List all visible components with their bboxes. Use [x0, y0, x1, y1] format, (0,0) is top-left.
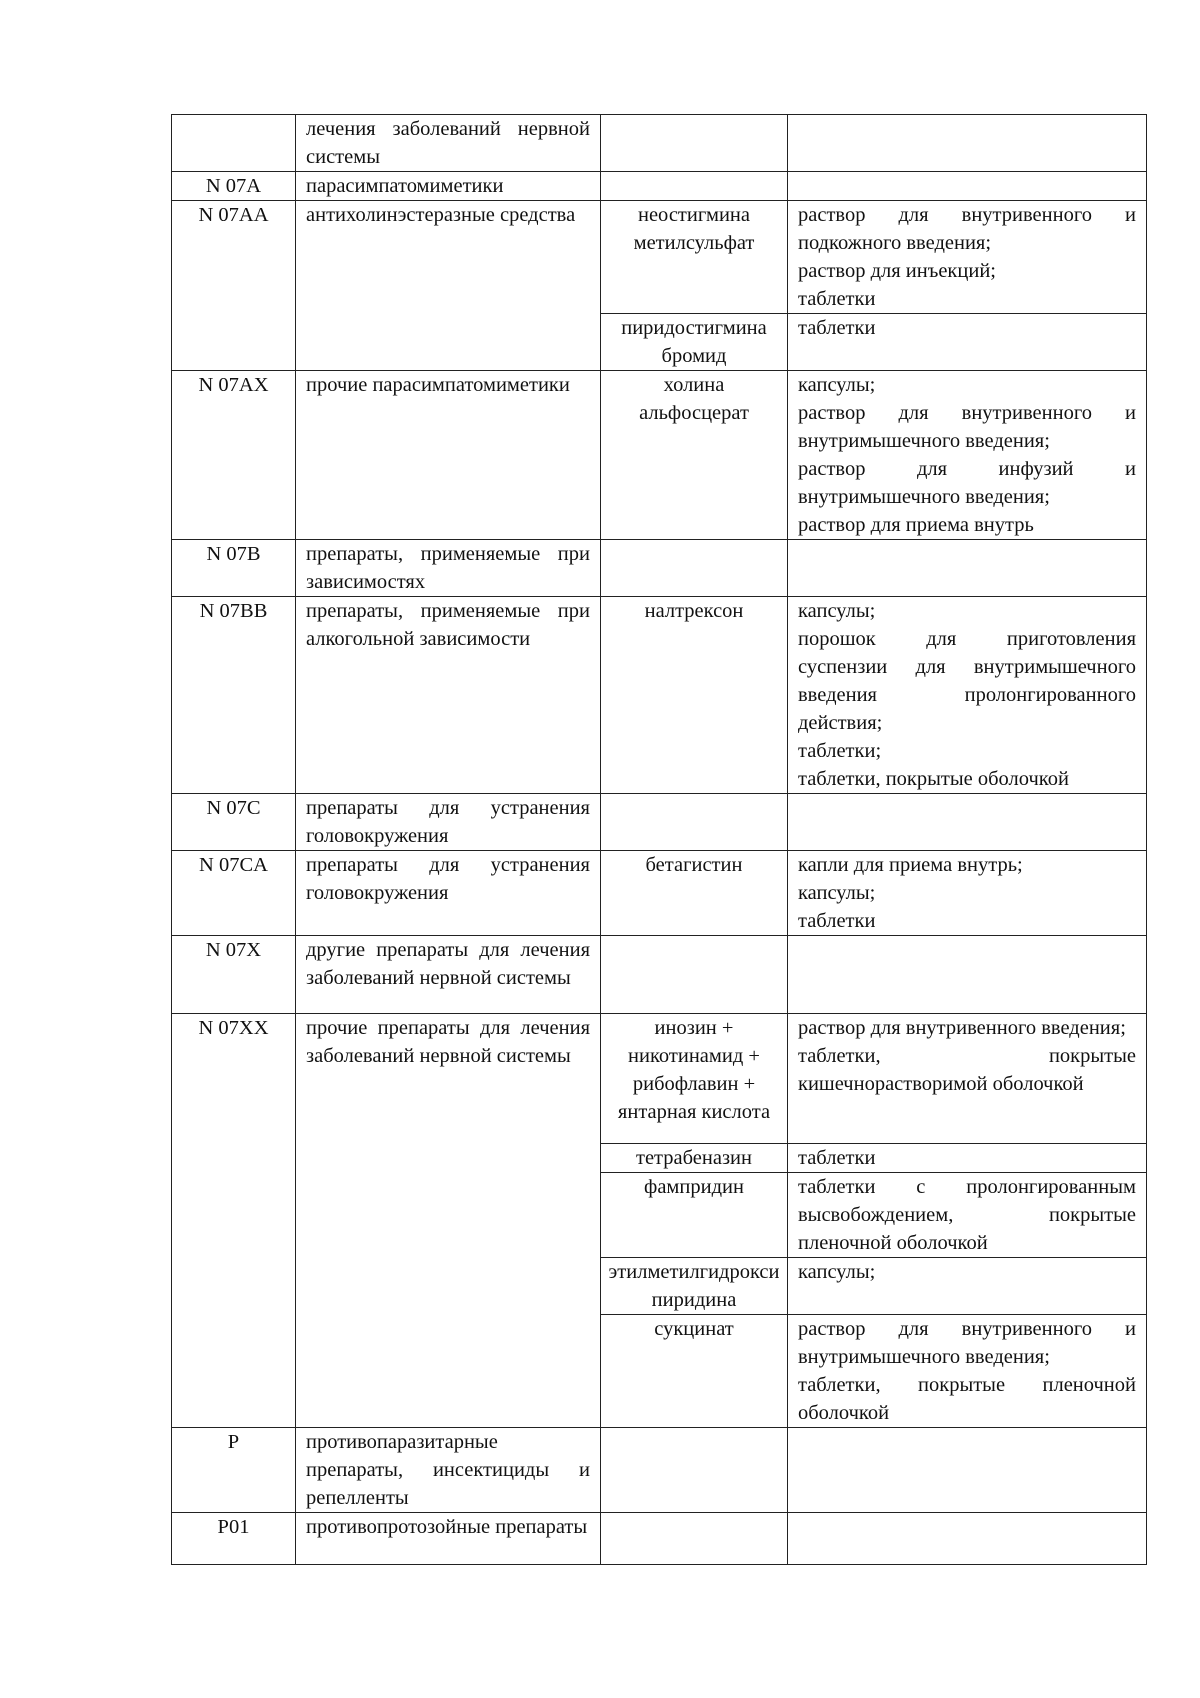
atc-group-cell: прочие препараты для лечения заболеваний нервной системы: [296, 1014, 601, 1428]
dosage-form-cell: [788, 1144, 1147, 1173]
atc-code-cell: P: [172, 1428, 296, 1513]
table-row: [172, 1513, 1147, 1565]
dosage-form: капсулы;: [798, 600, 876, 622]
atc-code-cell: N 07CA: [172, 851, 296, 936]
atc-group-cell: противопаразитарные препараты, инсектициды и репелленты: [296, 1428, 601, 1513]
atc-group-cell: противопротозойные препараты: [296, 1513, 601, 1565]
table-row: [172, 851, 1147, 936]
dosage-form-cell: [788, 936, 1147, 1014]
table-row: [172, 1014, 1147, 1144]
atc-code-cell: N 07BB: [172, 597, 296, 794]
drug-name-cell: [601, 1513, 788, 1565]
table-row: [172, 1428, 1147, 1513]
atc-group-cell: препараты, применяемые при зависимостях: [296, 540, 601, 597]
drug-name-cell: пиридостигмина бромид: [601, 314, 788, 371]
table-row: [172, 597, 1147, 794]
dosage-form: раствор для инъекций;: [798, 260, 996, 282]
dosage-form: капсулы;: [798, 374, 876, 396]
dosage-form-cell: [788, 1173, 1147, 1258]
dosage-form-cell: [788, 794, 1147, 851]
atc-group-cell: парасимпатомиметики: [296, 172, 601, 201]
atc-code-cell: P01: [172, 1513, 296, 1565]
dosage-form-cell: [788, 851, 1147, 936]
dosage-form: таблетки;: [798, 740, 882, 762]
dosage-form-cell: [788, 597, 1147, 794]
atc-code-cell: N 07AX: [172, 371, 296, 540]
drug-name-cell: бетагистин: [601, 851, 788, 936]
drug-list-table: [171, 114, 1147, 1565]
atc-code-cell: N 07B: [172, 540, 296, 597]
dosage-form-cell: [788, 1014, 1147, 1144]
dosage-form: раствор для внутривенного и подкожного введения;: [798, 204, 1136, 254]
dosage-form-cell: [788, 1258, 1147, 1315]
atc-group-cell: препараты для устранения головокружения: [296, 794, 601, 851]
dosage-form-cell: [788, 314, 1147, 371]
drug-name-cell: [601, 540, 788, 597]
dosage-form: таблетки: [798, 288, 876, 310]
drug-name-cell: [601, 115, 788, 172]
dosage-form-cell: [788, 1428, 1147, 1513]
drug-name-cell: сукцинат: [601, 1315, 788, 1428]
dosage-form: раствор для внутривенного и внутримышечного введения;: [798, 1318, 1136, 1368]
drug-name-cell: холина альфосцерат: [601, 371, 788, 540]
drug-name-cell: инозин + никотинамид + рибофлавин + янтарная кислота: [601, 1014, 788, 1144]
dosage-form: порошок для приготовления суспензии для внутримышечного введения пролонгированного действия;: [798, 628, 1136, 734]
drug-name-cell: [601, 936, 788, 1014]
dosage-form-cell: [788, 371, 1147, 540]
drug-name-cell: неостигмина метилсульфат: [601, 201, 788, 314]
dosage-form: капсулы;: [798, 882, 876, 904]
atc-code-cell: N 07AA: [172, 201, 296, 371]
dosage-form-cell: [788, 540, 1147, 597]
dosage-form: таблетки с пролонгированным высвобождением, покрытые пленочной оболочкой: [798, 1176, 1136, 1254]
dosage-form: раствор для приема внутрь: [798, 514, 1034, 536]
drug-name-cell: [601, 1428, 788, 1513]
atc-code-cell: [172, 115, 296, 172]
atc-code-cell: N 07XX: [172, 1014, 296, 1428]
atc-group-cell: препараты, применяемые при алкогольной зависимости: [296, 597, 601, 794]
dosage-form-cell: [788, 201, 1147, 314]
drug-name-cell: фампридин: [601, 1173, 788, 1258]
dosage-form: капсулы;: [798, 1261, 876, 1283]
table-row: [172, 115, 1147, 172]
table-row: [172, 794, 1147, 851]
dosage-form-cell: [788, 172, 1147, 201]
dosage-form: таблетки: [798, 910, 876, 932]
dosage-form: таблетки: [798, 1147, 876, 1169]
atc-code-cell: N 07X: [172, 936, 296, 1014]
dosage-form: таблетки, покрытые пленочной оболочкой: [798, 1374, 1136, 1424]
atc-group-cell: препараты для устранения головокружения: [296, 851, 601, 936]
table-row: [172, 936, 1147, 1014]
table-row: [172, 172, 1147, 201]
atc-code-cell: N 07C: [172, 794, 296, 851]
dosage-form-cell: [788, 1315, 1147, 1428]
dosage-form: раствор для внутривенного и внутримышечного введения;: [798, 402, 1136, 452]
dosage-form: капли для приема внутрь;: [798, 854, 1023, 876]
dosage-form: таблетки, покрытые кишечнорастворимой оболочкой: [798, 1045, 1136, 1095]
dosage-form: раствор для внутривенного введения;: [798, 1017, 1126, 1039]
dosage-form-cell: [788, 115, 1147, 172]
atc-group-cell: лечения заболеваний нервной системы: [296, 115, 601, 172]
atc-group-cell: антихолинэстеразные средства: [296, 201, 601, 371]
drug-name-cell: [601, 172, 788, 201]
table-row: [172, 201, 1147, 314]
dosage-form-cell: [788, 1513, 1147, 1565]
atc-code-cell: N 07A: [172, 172, 296, 201]
dosage-form: таблетки, покрытые оболочкой: [798, 768, 1069, 790]
table-row: [172, 540, 1147, 597]
atc-group-cell: другие препараты для лечения заболеваний нервной системы: [296, 936, 601, 1014]
atc-group-cell: прочие парасимпатомиметики: [296, 371, 601, 540]
drug-name-cell: тетрабеназин: [601, 1144, 788, 1173]
table-row: [172, 371, 1147, 540]
drug-name-cell: [601, 794, 788, 851]
drug-name-cell: этилметилгидроксипиридина: [601, 1258, 788, 1315]
dosage-form: таблетки: [798, 317, 876, 339]
drug-name-cell: налтрексон: [601, 597, 788, 794]
dosage-form: раствор для инфузий и внутримышечного введения;: [798, 458, 1136, 508]
